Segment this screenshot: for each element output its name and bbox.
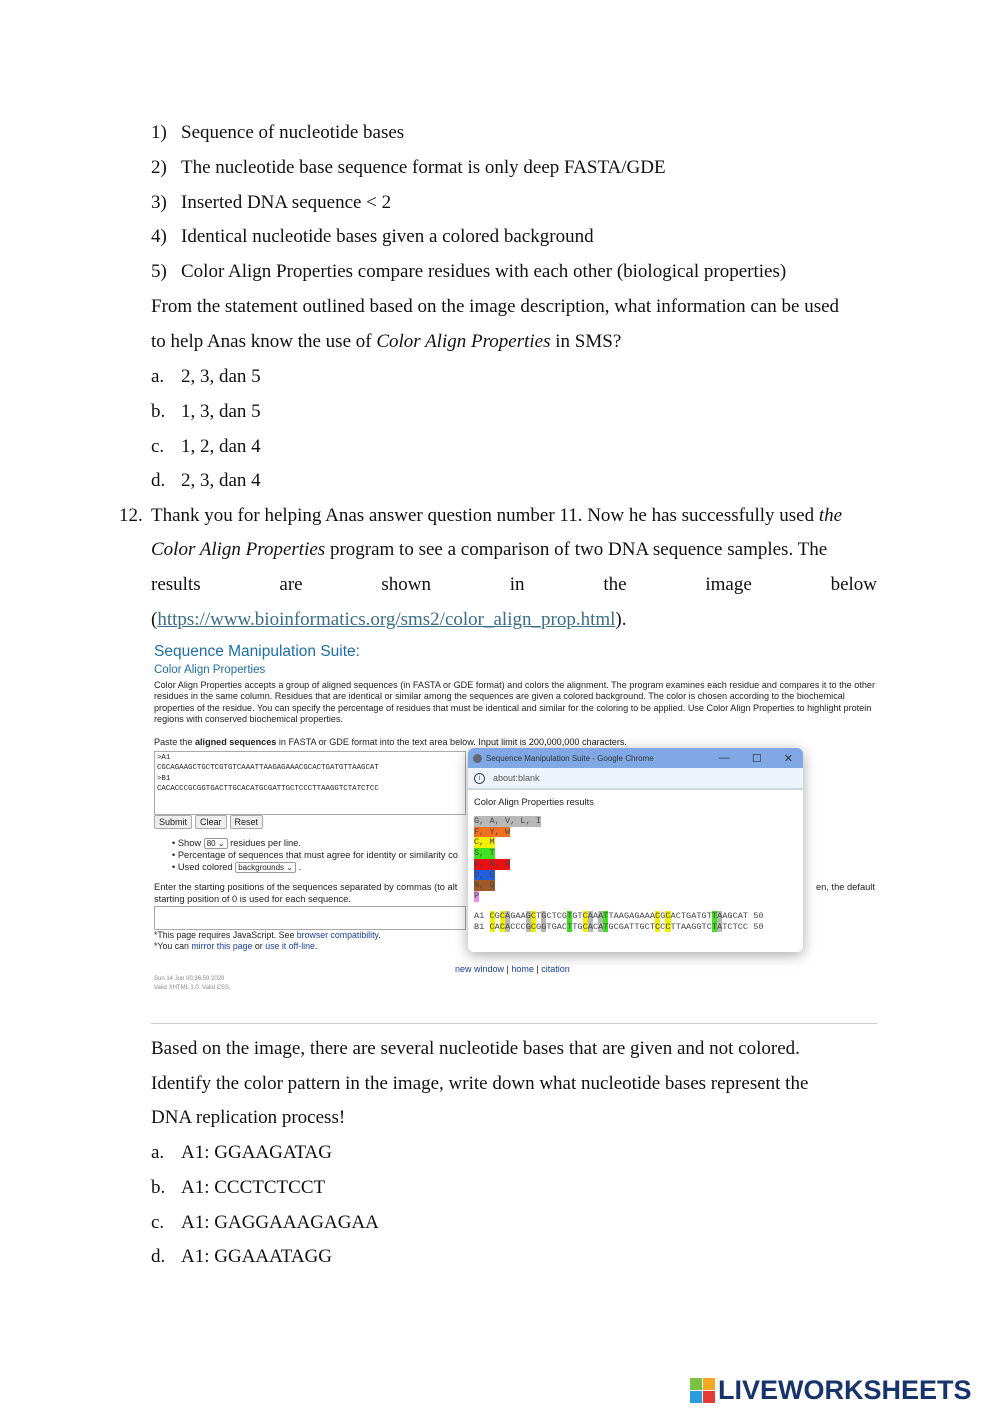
footer-nav bbox=[455, 964, 570, 974]
text: . bbox=[298, 862, 302, 872]
word: image bbox=[705, 574, 752, 595]
statement-text: The nucleotide base sequence format is only deep FASTA/GDE bbox=[181, 156, 666, 178]
question-text bbox=[151, 505, 842, 527]
residue: G bbox=[525, 911, 531, 921]
residue: G bbox=[608, 921, 614, 932]
residue: T bbox=[546, 921, 552, 932]
legend-item: C, M bbox=[474, 837, 495, 848]
residue: A bbox=[722, 911, 728, 921]
residue: C bbox=[644, 921, 650, 932]
residue: G bbox=[536, 921, 542, 932]
home-link[interactable]: home bbox=[511, 964, 534, 974]
residue: A bbox=[680, 921, 687, 932]
residue: T bbox=[567, 921, 573, 932]
legend-row bbox=[474, 880, 541, 891]
text: *This page requires JavaScript. See bbox=[154, 930, 297, 940]
results-heading: Color Align Properties results bbox=[474, 797, 594, 807]
statement-number: 2) bbox=[151, 156, 167, 178]
legend-item: N, Q bbox=[474, 880, 495, 891]
legend-row bbox=[474, 816, 541, 827]
start-positions-label: starting position of 0 is used for each sequence. bbox=[154, 894, 351, 904]
residue: C bbox=[592, 921, 599, 932]
text: to help Anas know the use of bbox=[151, 331, 377, 352]
option-number: d. bbox=[151, 1246, 166, 1268]
residue: T bbox=[670, 921, 676, 932]
maximize-button[interactable]: ☐ bbox=[751, 752, 762, 765]
residue: G bbox=[727, 911, 733, 921]
info-icon: i bbox=[474, 773, 485, 784]
word: are bbox=[279, 574, 303, 595]
chrome-icon bbox=[473, 754, 482, 763]
residue: G bbox=[551, 921, 557, 932]
residue: C bbox=[655, 921, 661, 932]
residue: G bbox=[541, 911, 547, 921]
text: in SMS? bbox=[550, 331, 622, 352]
legend-item: F, Y, W bbox=[474, 826, 511, 837]
residue: A bbox=[587, 911, 593, 921]
color-mode-select[interactable]: backgrounds ⌄ bbox=[235, 862, 296, 873]
text: Show bbox=[177, 838, 202, 848]
residue: A bbox=[587, 921, 593, 932]
residue: A bbox=[505, 911, 511, 921]
residue: G bbox=[696, 921, 702, 932]
residue: T bbox=[675, 921, 681, 932]
residue: A bbox=[520, 911, 526, 921]
compatibility-link[interactable]: browser compatibility bbox=[296, 930, 379, 940]
residue: T bbox=[551, 911, 557, 921]
liveworksheets-logo bbox=[690, 1375, 972, 1406]
residue: T bbox=[629, 921, 635, 932]
text: 80 bbox=[206, 839, 216, 848]
residue: C bbox=[530, 911, 537, 921]
residue: G bbox=[691, 921, 697, 932]
residue: A bbox=[639, 911, 645, 921]
residue: T bbox=[706, 911, 712, 921]
legend-item: P bbox=[474, 890, 480, 901]
option-number: b. bbox=[151, 400, 166, 422]
row-label: B1 bbox=[474, 921, 485, 932]
residue: T bbox=[722, 921, 728, 932]
option-number: d. bbox=[151, 470, 166, 492]
residue: C bbox=[665, 911, 671, 921]
residue: A bbox=[629, 911, 635, 921]
form-buttons bbox=[154, 815, 263, 829]
residue: T bbox=[732, 921, 738, 932]
color-legend bbox=[474, 816, 541, 902]
residue: C bbox=[727, 921, 733, 932]
residue: G bbox=[561, 911, 568, 921]
source-link[interactable]: https://www.bioinformatics.org/sms2/color_align_prop.html bbox=[157, 609, 616, 630]
residue: G bbox=[634, 911, 640, 921]
residue: C bbox=[510, 921, 516, 932]
option-show: • Show 80 ⌄ residues per line. bbox=[172, 838, 301, 848]
residue: G bbox=[623, 911, 630, 921]
residue: T bbox=[603, 921, 609, 932]
sms-description: Color Align Properties accepts a group of aligned sequences (in FASTA or GDE format) and colors the alignment. The program examines each residue and compares it to the other residues in the same column. Residues that are identical or similar among the sequences are given a colored background. The color is chosen according to the biochemical properties of the residue. You can specify the percentage of residues that must be identical and similar for the coloring to be applied. Use Color Align Properties to highlight protein regions with conserved biochemical properties. bbox=[154, 680, 875, 725]
option-text[interactable]: 2, 3, dan 4 bbox=[181, 470, 261, 492]
residue: C bbox=[489, 921, 495, 932]
text: . bbox=[378, 930, 381, 940]
legend-row bbox=[474, 891, 541, 902]
paste-instruction bbox=[154, 737, 627, 747]
validity-note: Valid XHTML 1.0. Valid CSS. bbox=[154, 985, 231, 991]
residue: A bbox=[686, 921, 692, 932]
residue: C bbox=[561, 921, 568, 932]
legend-row bbox=[474, 848, 541, 859]
legend-row bbox=[474, 827, 541, 838]
residue: C bbox=[660, 921, 666, 932]
residue: C bbox=[613, 921, 619, 932]
option-text[interactable]: 1, 2, dan 4 bbox=[181, 435, 261, 457]
residue: T bbox=[536, 911, 542, 921]
legend-item: G, A, V, L, I bbox=[474, 816, 542, 826]
url-text: about:blank bbox=[493, 773, 540, 783]
residue: C bbox=[489, 911, 495, 921]
text: program to see a comparison of two DNA sequence samples. The bbox=[325, 539, 828, 560]
minimize-button[interactable]: — bbox=[718, 751, 730, 764]
residue: T bbox=[567, 911, 573, 921]
residue: C bbox=[655, 911, 661, 921]
residue: T bbox=[572, 921, 578, 932]
sms-subtitle: Color Align Properties bbox=[154, 664, 266, 676]
residue: C bbox=[499, 921, 506, 932]
link-line bbox=[151, 609, 626, 631]
residue: C bbox=[556, 911, 562, 921]
residue: C bbox=[582, 911, 588, 921]
question-text bbox=[151, 539, 827, 561]
text: aligned sequences bbox=[194, 737, 277, 747]
residue: T bbox=[711, 921, 718, 932]
residue: G bbox=[618, 921, 624, 932]
question-text bbox=[151, 574, 877, 596]
residue: C bbox=[520, 921, 526, 932]
option-text[interactable]: A1: CCCTCTCCT bbox=[181, 1176, 326, 1198]
option-number: a. bbox=[151, 366, 165, 387]
residue: C bbox=[546, 911, 552, 921]
clear-button[interactable]: Clear bbox=[195, 815, 227, 829]
reset-button[interactable]: Reset bbox=[230, 815, 264, 829]
alignment bbox=[474, 911, 764, 932]
statement-number: 3) bbox=[151, 191, 167, 213]
residue: A bbox=[737, 911, 743, 921]
text: residues per line. bbox=[230, 838, 301, 848]
legend-item: D, E bbox=[474, 869, 495, 880]
residue: T bbox=[608, 911, 614, 921]
alignment-row bbox=[474, 922, 764, 933]
text: . bbox=[314, 941, 318, 951]
text: or bbox=[252, 941, 266, 951]
word: the bbox=[603, 574, 627, 595]
legend-item: K, R, H bbox=[474, 858, 511, 869]
option-number: b. bbox=[151, 1176, 166, 1198]
js-note bbox=[154, 930, 381, 940]
residue: C bbox=[706, 921, 712, 932]
residue: A bbox=[598, 921, 604, 932]
residue: G bbox=[686, 911, 692, 921]
separator: | bbox=[533, 964, 542, 974]
offline-link[interactable]: use it off-line bbox=[265, 941, 315, 951]
start-positions-label-end: en, the default bbox=[816, 882, 875, 892]
statement-text: Sequence of nucleotide bases bbox=[181, 122, 405, 143]
residue: G bbox=[541, 921, 547, 932]
text: *You can bbox=[154, 941, 192, 951]
residue: T bbox=[577, 911, 583, 921]
residue: T bbox=[742, 911, 749, 921]
text: Used colored bbox=[177, 862, 233, 872]
legend-row bbox=[474, 837, 541, 848]
question-text bbox=[151, 331, 621, 353]
emphasis: the bbox=[818, 505, 843, 526]
residue: C bbox=[665, 921, 671, 932]
live-logo-icon bbox=[690, 1378, 715, 1403]
legend-row bbox=[474, 870, 541, 881]
residue: A bbox=[515, 911, 521, 921]
divider bbox=[151, 1023, 877, 1024]
separator: | bbox=[504, 964, 512, 974]
row-end: 50 bbox=[753, 921, 764, 932]
residue: T bbox=[649, 921, 655, 932]
popup-titlebar[interactable] bbox=[468, 748, 803, 768]
question-text: From the statement outlined based on the image description, what information can be used bbox=[151, 296, 840, 317]
question-text: Based on the image, there are several nucleotide bases that are given and not colored. bbox=[151, 1038, 800, 1059]
option-percentage: • Percentage of sequences that must agree for identity or similarity co bbox=[172, 850, 458, 860]
legend-item: S, T bbox=[474, 848, 495, 859]
legend-row bbox=[474, 859, 541, 870]
residue: C bbox=[499, 911, 506, 921]
statement-text: Identical nucleotide bases given a colored background bbox=[181, 226, 594, 248]
input-line: CACACCCGCGGTGACTTGCACATGCGATTGCTCCCTTAAGGTCTATCTCC bbox=[157, 784, 379, 793]
residue: G bbox=[660, 911, 666, 921]
residue: A bbox=[494, 921, 500, 932]
row-label: A1 bbox=[474, 911, 485, 921]
option-text[interactable]: A1: GAGGAAAGAGAA bbox=[181, 1211, 379, 1233]
residue: A bbox=[556, 921, 562, 932]
text: Paste the bbox=[154, 737, 195, 747]
statement-text: Inserted DNA sequence < 2 bbox=[181, 191, 392, 213]
residue: A bbox=[598, 911, 604, 921]
residue: C bbox=[742, 921, 749, 932]
input-line: >A1 bbox=[157, 754, 171, 762]
text: ( bbox=[151, 609, 158, 630]
word: in bbox=[509, 574, 525, 595]
residue: G bbox=[639, 921, 645, 932]
option-text[interactable]: A1: GGAAATAGG bbox=[181, 1246, 332, 1268]
start-positions-label: Enter the starting positions of the sequences separated by commas (to alt bbox=[154, 882, 458, 892]
sms-screenshot bbox=[150, 640, 880, 1000]
option-text[interactable]: 1, 3, dan 5 bbox=[181, 400, 261, 422]
statement-number: 4) bbox=[151, 226, 167, 248]
residue: A bbox=[623, 921, 630, 932]
residue: C bbox=[737, 921, 743, 932]
text: in FASTA or GDE format into the text area below. Input limit is 200,000,000 characters. bbox=[276, 737, 627, 747]
option-number: a. bbox=[151, 1142, 165, 1163]
option-number: c. bbox=[151, 1211, 165, 1233]
residues-select[interactable]: 80 ⌄ bbox=[204, 838, 228, 849]
statement-number: 5) bbox=[151, 261, 167, 283]
mirror-note bbox=[154, 941, 317, 951]
residue: A bbox=[717, 921, 723, 932]
start-positions-input[interactable] bbox=[154, 906, 466, 930]
close-button[interactable]: ✕ bbox=[783, 752, 793, 765]
text: Thank you for helping Anas answer question number 11. Now he has successfully used bbox=[151, 505, 819, 526]
date-stamp: Sun 14 Jun 00:36:59 2020 bbox=[154, 976, 225, 982]
residue: A bbox=[592, 911, 599, 921]
residue: C bbox=[515, 921, 521, 932]
option-text[interactable]: A1: GGAAGATAG bbox=[181, 1142, 332, 1163]
residue: A bbox=[670, 911, 676, 921]
residue: G bbox=[510, 911, 516, 921]
question-number: 12. bbox=[119, 505, 143, 526]
new-window-link[interactable]: new window bbox=[455, 964, 505, 974]
option-text[interactable]: 2, 3, dan 5 bbox=[181, 366, 261, 387]
residue: A bbox=[613, 911, 619, 921]
residue: C bbox=[530, 921, 537, 932]
word: shown bbox=[381, 574, 431, 595]
sms-title: Sequence Manipulation Suite: bbox=[154, 643, 360, 660]
submit-button[interactable]: Submit bbox=[154, 815, 192, 829]
word: below bbox=[830, 574, 877, 595]
residue: G bbox=[577, 921, 583, 932]
input-line: >B1 bbox=[157, 774, 171, 783]
residue: T bbox=[603, 911, 609, 921]
alignment-row bbox=[474, 911, 764, 922]
residue: G bbox=[525, 921, 531, 932]
mirror-link[interactable]: mirror this page bbox=[191, 941, 253, 951]
question-text: Identify the color pattern in the image, write down what nucleotide bases represent the bbox=[151, 1073, 809, 1094]
residue: T bbox=[696, 911, 702, 921]
emphasis: Color Align Properties bbox=[376, 331, 551, 352]
residue: C bbox=[675, 911, 681, 921]
text: ). bbox=[615, 609, 627, 630]
residue: T bbox=[711, 911, 718, 921]
residue: C bbox=[582, 921, 588, 932]
residue: T bbox=[701, 921, 707, 932]
address-bar[interactable] bbox=[468, 768, 803, 790]
residue: A bbox=[717, 911, 723, 921]
residue: G bbox=[701, 911, 707, 921]
emphasis: Color Align Properties bbox=[151, 539, 326, 560]
residue: A bbox=[691, 911, 697, 921]
citation-link[interactable]: citation bbox=[541, 964, 570, 974]
statement-text: Color Align Properties compare residues with each other (biological properties) bbox=[181, 261, 787, 283]
word: results bbox=[151, 574, 201, 595]
option-colored: • Used colored backgrounds ⌄ . bbox=[172, 862, 302, 872]
input-line: CGCAGAAGCTGCTCGTGTCAAATTAAGAGAAACGCACTGATGTTAAGCAT bbox=[157, 764, 379, 773]
residue: A bbox=[644, 911, 650, 921]
question-text: DNA replication process! bbox=[151, 1107, 346, 1128]
residue: A bbox=[505, 921, 511, 932]
popup-title: Sequence Manipulation Suite - Google Chrome bbox=[486, 753, 654, 763]
logo-text: LIVEWORKSHEETS bbox=[718, 1375, 972, 1405]
residue: G bbox=[572, 911, 578, 921]
residue: T bbox=[634, 921, 640, 932]
residue: A bbox=[649, 911, 655, 921]
residue: T bbox=[680, 911, 687, 921]
residue: C bbox=[732, 911, 738, 921]
residue: G bbox=[494, 911, 500, 921]
statement-number: 1) bbox=[151, 122, 167, 143]
residue: A bbox=[618, 911, 624, 921]
row-end: 50 bbox=[753, 911, 764, 921]
text: backgrounds bbox=[238, 863, 285, 872]
sequence-textarea[interactable] bbox=[154, 751, 466, 815]
results-popup-window bbox=[468, 748, 803, 952]
text: Percentage of sequences that must agree for identity or similarity co bbox=[177, 850, 458, 860]
option-number: c. bbox=[151, 435, 165, 457]
